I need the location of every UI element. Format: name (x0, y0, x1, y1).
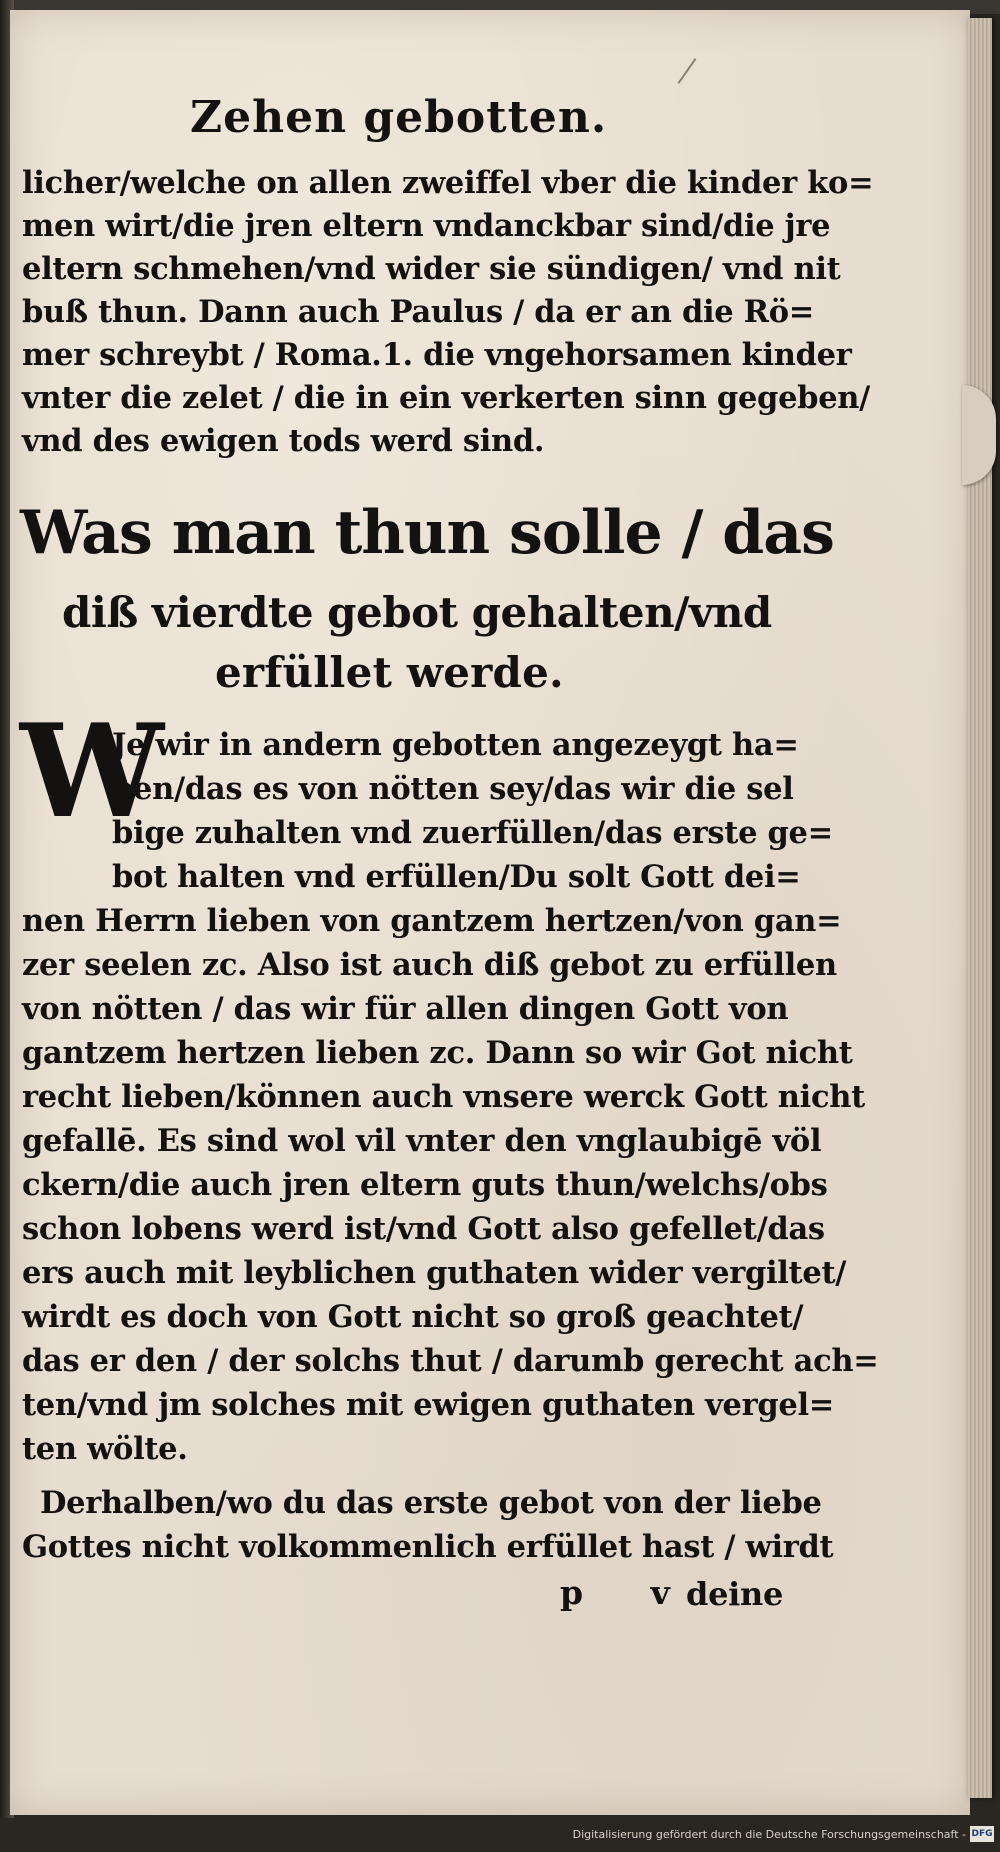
text-line: gantzem hertzen lieben zc. Dann so wir Got nicht (22, 1035, 853, 1071)
section-heading-line-2: diß vierdte gebot gehalten/vnd (62, 588, 772, 637)
page-edges (968, 18, 992, 1798)
text-line: buß thun. Dann auch Paulus / da er an die Rö= (22, 294, 815, 330)
catchword: deine (686, 1575, 784, 1613)
text-line: ers auch mit leyblichen guthaten wider vergiltet/ (22, 1255, 847, 1291)
printer-signature: p v (560, 1573, 698, 1612)
text-line: zer seelen zc. Also ist auch diß gebot zu erfüllen (22, 947, 837, 983)
text-line: eltern schmehen/vnd wider sie sündigen/ vnd nit (22, 251, 841, 287)
text-line: von nötten / das wir für allen dingen Gott von (22, 991, 789, 1027)
text-line: mer schreybt / Roma.1. die vngehorsamen kinder (22, 337, 852, 373)
text-line: ben/das es von nötten sey/das wir die sel (112, 771, 794, 807)
text-line: bot halten vnd erfüllen/Du solt Gott dei= (112, 859, 801, 895)
drop-cap-initial: W (20, 697, 164, 847)
text-line: das er den / der solchs thut / darumb gerecht ach= (22, 1343, 879, 1379)
text-line: Gottes nicht volkommenlich erfüllet hast / wirdt (22, 1529, 834, 1565)
text-line: ckern/die auch jren eltern guts thun/welchs/obs (22, 1167, 828, 1203)
text-line: nen Herrn lieben von gantzem hertzen/von gan= (22, 903, 842, 939)
text-line: recht lieben/können auch vnsere werck Gott nicht (22, 1079, 865, 1115)
funding-credit: Digitalisierung gefördert durch die Deutsche Forschungsgemeinschaft - (572, 1828, 966, 1841)
text-line: licher/welche on allen zweiffel vber die kinder ko= (22, 165, 874, 201)
text-line: Derhalben/wo du das erste gebot von der liebe (40, 1485, 822, 1521)
text-line: bige zuhalten vnd zuerfüllen/das erste ge= (112, 815, 833, 851)
running-head: Zehen gebotten. (190, 92, 608, 143)
section-heading-line-1: Was man thun solle / das (20, 498, 834, 568)
text-line: schon lobens werd ist/vnd Gott also gefellet/das (22, 1211, 825, 1247)
section-heading-line-3: erfüllet werde. (215, 648, 564, 697)
text-line: gefallē. Es sind wol vil vnter den vnglaubigē völ (22, 1123, 822, 1159)
text-line: ten/vnd jm solches mit ewigen guthaten vergel= (22, 1387, 835, 1423)
text-line: wirdt es doch von Gott nicht so groß geachtet/ (22, 1299, 804, 1335)
text-line: vnd des ewigen tods werd sind. (22, 423, 545, 459)
text-line: Je wir in andern gebotten angezeygt ha= (112, 727, 799, 763)
dfg-logo: DFG (970, 1826, 994, 1842)
text-line: men wirt/die jren eltern vndanckbar sind/die jre (22, 208, 831, 244)
text-line: ten wölte. (22, 1431, 188, 1467)
text-line: vnter die zelet / die in ein verkerten sinn gegeben/ (22, 380, 871, 416)
